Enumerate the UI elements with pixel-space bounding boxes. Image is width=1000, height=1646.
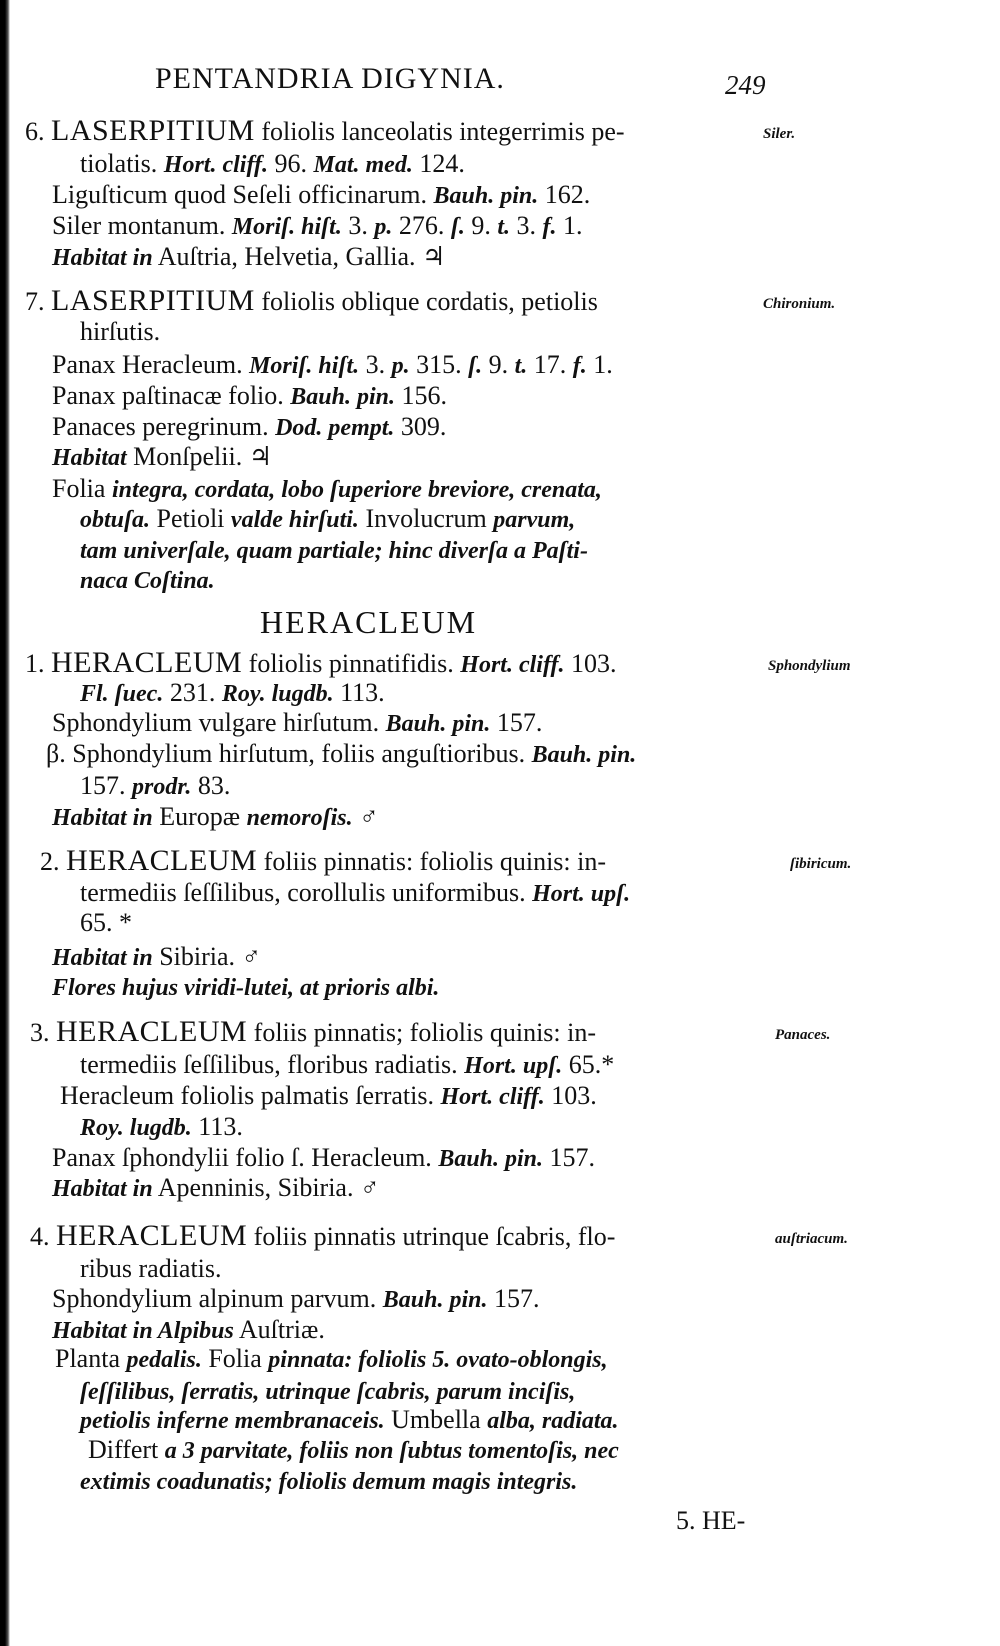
text-line xyxy=(40,846,606,877)
roman-text: 231. xyxy=(163,678,222,707)
page-binding-edge xyxy=(0,0,10,1646)
roman-text: 315. xyxy=(409,350,469,379)
roman-text: 162. xyxy=(538,180,591,209)
italic-text: f. xyxy=(542,214,557,240)
italic-text: Habitat in xyxy=(52,1176,153,1202)
roman-text: 3. xyxy=(341,211,375,240)
text-line xyxy=(52,242,445,273)
italic-text: a 3 parvitate, foliis non ſubtus tomentoſis, nec xyxy=(164,1438,619,1464)
roman-text: Involucrum xyxy=(358,504,494,533)
italic-text: p. xyxy=(374,214,393,240)
italic-text: ſeſſilibus, ſerratis, utrinque ſcabris, parum inciſis, xyxy=(80,1379,576,1405)
genus-name: LASERPITIUM xyxy=(51,114,255,147)
roman-text: Sibiria. ♂ xyxy=(152,942,262,971)
text-line xyxy=(88,1435,619,1466)
roman-text: Panaces peregrinum. xyxy=(52,412,276,441)
roman-text: 103. xyxy=(544,1081,597,1110)
text-line xyxy=(25,648,617,680)
italic-text: ſ. xyxy=(450,214,465,240)
roman-text: Auſtria, Helvetia, Gallia. ♃ xyxy=(152,242,446,271)
text-line xyxy=(52,1173,379,1204)
roman-text: Sphondylium alpinum parvum. xyxy=(52,1284,383,1313)
roman-text: 157. xyxy=(490,708,543,737)
roman-text: 157. xyxy=(80,771,132,800)
roman-text: foliis pinnatis; foliolis quinis: in- xyxy=(247,1018,597,1047)
italic-text: Mat. med. xyxy=(313,152,413,178)
roman-text: 1. xyxy=(556,211,583,240)
roman-text: 1. xyxy=(586,350,613,379)
roman-text: hirſutis. xyxy=(80,317,161,346)
text-line xyxy=(80,878,630,909)
marginal-species-name: Siler. xyxy=(763,126,796,142)
italic-text: alba, radiata. xyxy=(487,1408,619,1434)
roman-text: 9. xyxy=(464,211,498,240)
italic-text: Flores hujus viridi-lutei, at prioris albi. xyxy=(52,975,440,1001)
text-line xyxy=(30,1221,615,1252)
marginal-species-name: ſibiricum. xyxy=(790,856,852,872)
roman-text: termediis ſeſſilibus, corollulis uniformibus. xyxy=(80,878,533,907)
text-line xyxy=(30,1017,596,1048)
roman-text: foliis pinnatis utrinque ſcabris, flo- xyxy=(247,1222,616,1251)
roman-text: Siler montanum. xyxy=(52,211,232,240)
text-line xyxy=(46,739,636,770)
text-line xyxy=(80,1112,243,1143)
text-line xyxy=(55,1344,608,1375)
roman-text: 6. xyxy=(25,117,51,146)
text-line xyxy=(52,474,602,505)
text-line xyxy=(25,286,598,317)
italic-text: Bauh. pin. xyxy=(382,1287,488,1313)
text-line xyxy=(52,708,542,739)
text-line xyxy=(80,908,132,938)
genus-name: HERACLEUM xyxy=(51,646,243,679)
text-line xyxy=(52,1315,325,1346)
roman-text: Folia xyxy=(52,474,112,503)
italic-text: naca Coſtina. xyxy=(80,568,215,594)
italic-text: Bauh. pin. xyxy=(433,183,539,209)
italic-text: nemoroſis. xyxy=(246,805,353,831)
roman-text: 3. xyxy=(510,211,543,240)
text-line xyxy=(80,317,160,347)
roman-text: Umbella xyxy=(384,1405,488,1434)
italic-text: Habitat in xyxy=(52,245,153,271)
italic-text: f. xyxy=(572,353,587,379)
roman-text: 276. xyxy=(392,211,451,240)
italic-text: pedalis. xyxy=(126,1347,202,1373)
text-line xyxy=(80,1254,222,1284)
italic-text: integra, cordata, lobo ſuperiore breviore, crenata, xyxy=(111,477,602,503)
text-line xyxy=(52,802,379,833)
text-line xyxy=(80,1405,619,1436)
italic-text: Fl. ſuec. xyxy=(80,681,164,707)
italic-text: Hort. upſ. xyxy=(464,1053,563,1079)
text-line xyxy=(52,412,446,443)
roman-text: 156. xyxy=(395,381,447,410)
italic-text: Dod. pempt. xyxy=(275,415,395,441)
roman-text: foliolis pinnatifidis. xyxy=(242,649,461,678)
roman-text: 157. xyxy=(543,1143,596,1172)
roman-text: 96. xyxy=(268,149,314,178)
italic-text: Hort. cliff. xyxy=(440,1084,545,1110)
genus-name: HERACLEUM xyxy=(66,844,258,877)
marginal-species-name: Sphondylium xyxy=(768,658,851,674)
italic-text: Hort. upſ. xyxy=(532,881,631,907)
italic-text: obtuſa. xyxy=(80,507,151,533)
roman-text: Petioli xyxy=(150,504,231,533)
page-number: 249 xyxy=(725,70,766,100)
roman-text: foliolis oblique cordatis, petiolis xyxy=(254,287,598,316)
roman-text: Heracleum foliolis palmatis ſerratis. xyxy=(60,1081,441,1110)
roman-text: 3. xyxy=(30,1018,56,1047)
roman-text: termediis ſeſſilibus, floribus radiatis. xyxy=(80,1050,465,1079)
roman-text: 17. xyxy=(527,350,573,379)
italic-text: Moriſ. hiſt. xyxy=(231,214,342,240)
roman-text: foliis pinnatis: foliolis quinis: in- xyxy=(257,847,607,876)
text-line xyxy=(80,678,385,709)
roman-text: 3. xyxy=(359,350,392,379)
italic-text: Hort. cliff. xyxy=(460,652,565,678)
roman-text: Monſpelii. ♃ xyxy=(126,442,273,471)
roman-text: Europæ xyxy=(152,802,247,831)
roman-text: 2. xyxy=(40,847,66,876)
text-line xyxy=(80,771,230,802)
roman-text: Apenninis, Sibiria. ♂ xyxy=(152,1173,380,1202)
italic-text: Roy. lugdb. xyxy=(221,681,334,707)
marginal-species-name: Chironium. xyxy=(763,296,836,312)
italic-text: Bauh. pin. xyxy=(290,384,395,410)
italic-text: extimis coadunatis; foliolis demum magis integris. xyxy=(80,1469,578,1495)
marginal-species-name: auſtriacum. xyxy=(775,1231,848,1247)
italic-text: Bauh. pin. xyxy=(385,711,491,737)
italic-text: tam univerſale, quam partiale; hinc diverſa a Paſti- xyxy=(80,538,588,564)
roman-text: Folia xyxy=(201,1344,269,1373)
roman-text: 1. xyxy=(25,649,51,678)
roman-text: β. Sphondylium hirſutum, foliis anguſtioribus. xyxy=(46,739,532,768)
italic-text: ſ. xyxy=(468,353,483,379)
marginal-species-name: Panaces. xyxy=(775,1027,831,1043)
running-header: PENTANDRIA DIGYNIA. xyxy=(155,62,505,95)
italic-text: Habitat in xyxy=(52,945,153,971)
section-heading: HERACLEUM xyxy=(260,604,478,640)
roman-text: 157. xyxy=(487,1284,540,1313)
text-line xyxy=(60,1081,597,1112)
text-line xyxy=(52,381,447,412)
roman-text: foliolis lanceolatis integerrimis pe- xyxy=(254,117,625,146)
italic-text: parvum, xyxy=(493,507,576,533)
roman-text: 103. xyxy=(564,649,617,678)
roman-text: 65. * xyxy=(80,908,132,937)
text-line xyxy=(80,149,465,180)
text-line xyxy=(80,535,588,566)
roman-text: 4. xyxy=(30,1222,56,1251)
text-line xyxy=(52,180,590,211)
italic-text: Habitat xyxy=(52,445,127,471)
italic-text: Roy. lugdb. xyxy=(80,1115,192,1141)
italic-text: Moriſ. hiſt. xyxy=(249,353,360,379)
roman-text: tiolatis. xyxy=(80,149,164,178)
text-line xyxy=(52,972,439,1003)
roman-text: ♂ xyxy=(352,802,379,831)
text-line xyxy=(80,565,215,596)
roman-text: Panax Heracleum. xyxy=(52,350,250,379)
roman-text: 124. xyxy=(412,149,465,178)
text-line xyxy=(80,1466,577,1497)
text-line xyxy=(52,350,613,381)
roman-text: Liguſticum quod Seſeli officinarum. xyxy=(52,180,434,209)
italic-text: p. xyxy=(391,353,410,379)
italic-text: prodr. xyxy=(132,774,192,800)
roman-text: 9. xyxy=(482,350,515,379)
text-line xyxy=(80,504,575,535)
roman-text: Panax ſphondylii folio ſ. Heracleum. xyxy=(52,1143,439,1172)
roman-text: 309. xyxy=(394,412,447,441)
roman-text: 83. xyxy=(191,771,231,800)
italic-text: Habitat in xyxy=(52,805,153,831)
roman-text: ribus radiatis. xyxy=(80,1254,222,1283)
italic-text: t. xyxy=(497,214,511,240)
text-line xyxy=(52,1143,595,1174)
text-line xyxy=(52,1284,539,1315)
roman-text: 7. xyxy=(25,287,51,316)
italic-text: Habitat in Alpibus xyxy=(52,1318,234,1344)
text-line xyxy=(52,942,261,973)
italic-text: t. xyxy=(514,353,528,379)
catchword: 5. HE- xyxy=(676,1506,746,1535)
roman-text: Sphondylium vulgare hirſutum. xyxy=(52,708,386,737)
text-line xyxy=(52,211,583,242)
roman-text: Differt xyxy=(88,1435,165,1464)
italic-text: Bauh. pin. xyxy=(438,1146,544,1172)
roman-text: 65.* xyxy=(562,1050,615,1079)
text-line xyxy=(80,1050,614,1081)
genus-name: LASERPITIUM xyxy=(51,284,255,317)
roman-text: 113. xyxy=(333,678,385,707)
roman-text: Planta xyxy=(55,1344,127,1373)
text-line xyxy=(80,1376,575,1407)
italic-text: Hort. cliff. xyxy=(163,152,268,178)
genus-name: HERACLEUM xyxy=(56,1219,248,1252)
text-line xyxy=(52,442,272,473)
roman-text: Auſtriæ. xyxy=(233,1315,325,1344)
text-line xyxy=(25,116,625,147)
genus-name: HERACLEUM xyxy=(56,1015,248,1048)
italic-text: valde hirſuti. xyxy=(230,507,359,533)
roman-text: 113. xyxy=(191,1112,243,1141)
italic-text: pinnata: foliolis 5. ovato-oblongis, xyxy=(268,1347,608,1373)
italic-text: Bauh. pin. xyxy=(531,742,637,768)
roman-text: Panax paſtinacæ folio. xyxy=(52,381,291,410)
italic-text: petiolis inferne membranaceis. xyxy=(80,1408,385,1434)
